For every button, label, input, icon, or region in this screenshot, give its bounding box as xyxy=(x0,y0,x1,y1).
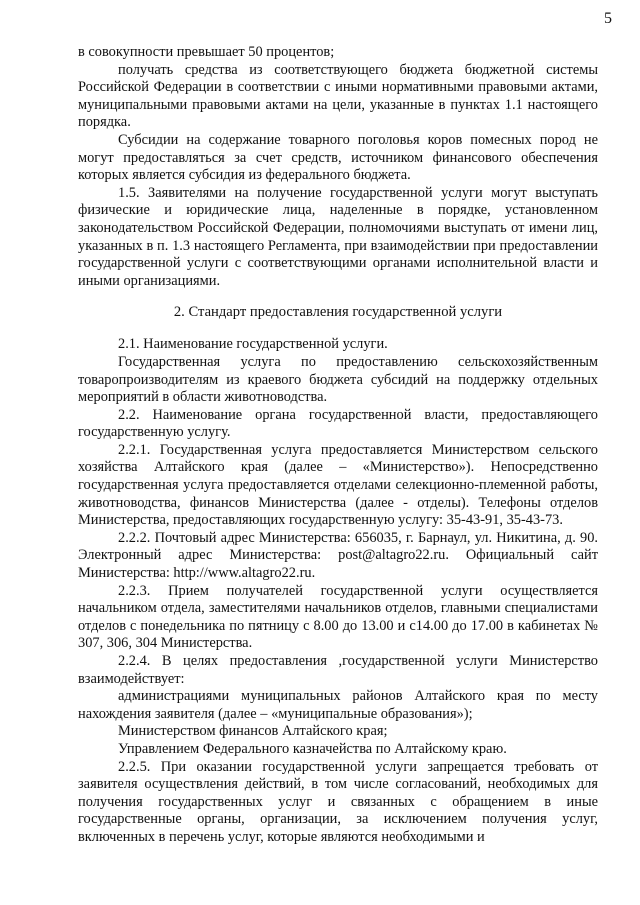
paragraph: 2.2.2. Почтовый адрес Министерства: 656035, г. Барнаул, ул. Никитина, д. 90. Электронный адрес Министерства: post@altagro22.ru. Официальный сайт Министерства: http://www.altagro22.ru. xyxy=(78,529,598,582)
paragraph: 2.2.4. В целях предоставления ,государственной услуги Министерство взаимодействует: xyxy=(78,653,598,687)
paragraph: 2.1. Наименование государственной услуги. xyxy=(118,336,388,353)
paragraph: Управлением Федерального казначейства по Алтайскому краю. xyxy=(118,740,507,757)
paragraph: в совокупности превышает 50 процентов; xyxy=(78,44,335,60)
paragraph: 1.5. Заявителями на получение государственной услуги могут выступать физические и юридические лица, наделенные в порядке, установленном законодательством Российской Федерации, полномочиями выступать от имени лиц, указанных в п. 1.3 настоящего Регламента, при взаимодействии при предоставлении государственной услуги с соответствующими органами исполнительной власти и иными организациями. xyxy=(78,184,598,289)
paragraph: Государственная услуга по предоставлению сельскохозяйственным товаропроизводителям из краевого бюджета субсидий на поддержку отдельных мероприятий в области животноводства. xyxy=(78,353,598,406)
page-number: 5 xyxy=(604,10,612,27)
paragraph: 2.2. Наименование органа государственной власти, предоставляющего государственную услугу. xyxy=(78,406,598,441)
paragraph: 2.2.3. Прием получателей государственной услуги осуществляется начальником отдела, заместителями начальников отделов, главными специалистами отделов с понедельника по пятницу с 8.00 до 13.00 и с14.00 до 17.00 в кабинетах № 307, 306, 304 Министерства. xyxy=(78,582,598,652)
paragraph: 2.2.1. Государственная услуга предоставляется Министерством сельского хозяйства Алтайского края (далее – «Министерство»). Непосредственно государственная услуга предоставляется отделами селекционно-племенной работы, животноводства, финансов Министерства (далее - отделы). Телефоны отделов Министерства, предоставляющих государственную услугу: 35-43-91, 35-43-73. xyxy=(78,441,598,529)
paragraph: получать средства из соответствующего бюджета бюджетной системы Российской Федерации в соответствии с иными нормативными правовыми актами, муниципальными правовыми актами на цели, указанные в пунктах 1.1 настоящего порядка. xyxy=(78,61,598,131)
section-heading: 2. Стандарт предоставления государственной услуги xyxy=(173,304,503,321)
paragraph: 2.2.5. При оказании государственной услуги запрещается требовать от заявителя осуществления действий, в том числе согласований, необходимых для получения государственных услуг и связанных с обращением в иные государственные органы, организации, за исключением получения услуг, включенных в перечень услуг, которые являются необходимыми и xyxy=(78,758,598,845)
paragraph: администрациями муниципальных районов Алтайского края по месту нахождения заявителя (далее – «муниципальные образования»); xyxy=(78,688,598,722)
document-body xyxy=(78,44,598,847)
paragraph: Субсидии на содержание товарного поголовья коров помесных пород не могут предоставляться за счет средств, источником финансового обеспечения которых является субсидия из федерального бюджета. xyxy=(78,131,598,184)
paragraph: Министерством финансов Алтайского края; xyxy=(118,723,388,740)
